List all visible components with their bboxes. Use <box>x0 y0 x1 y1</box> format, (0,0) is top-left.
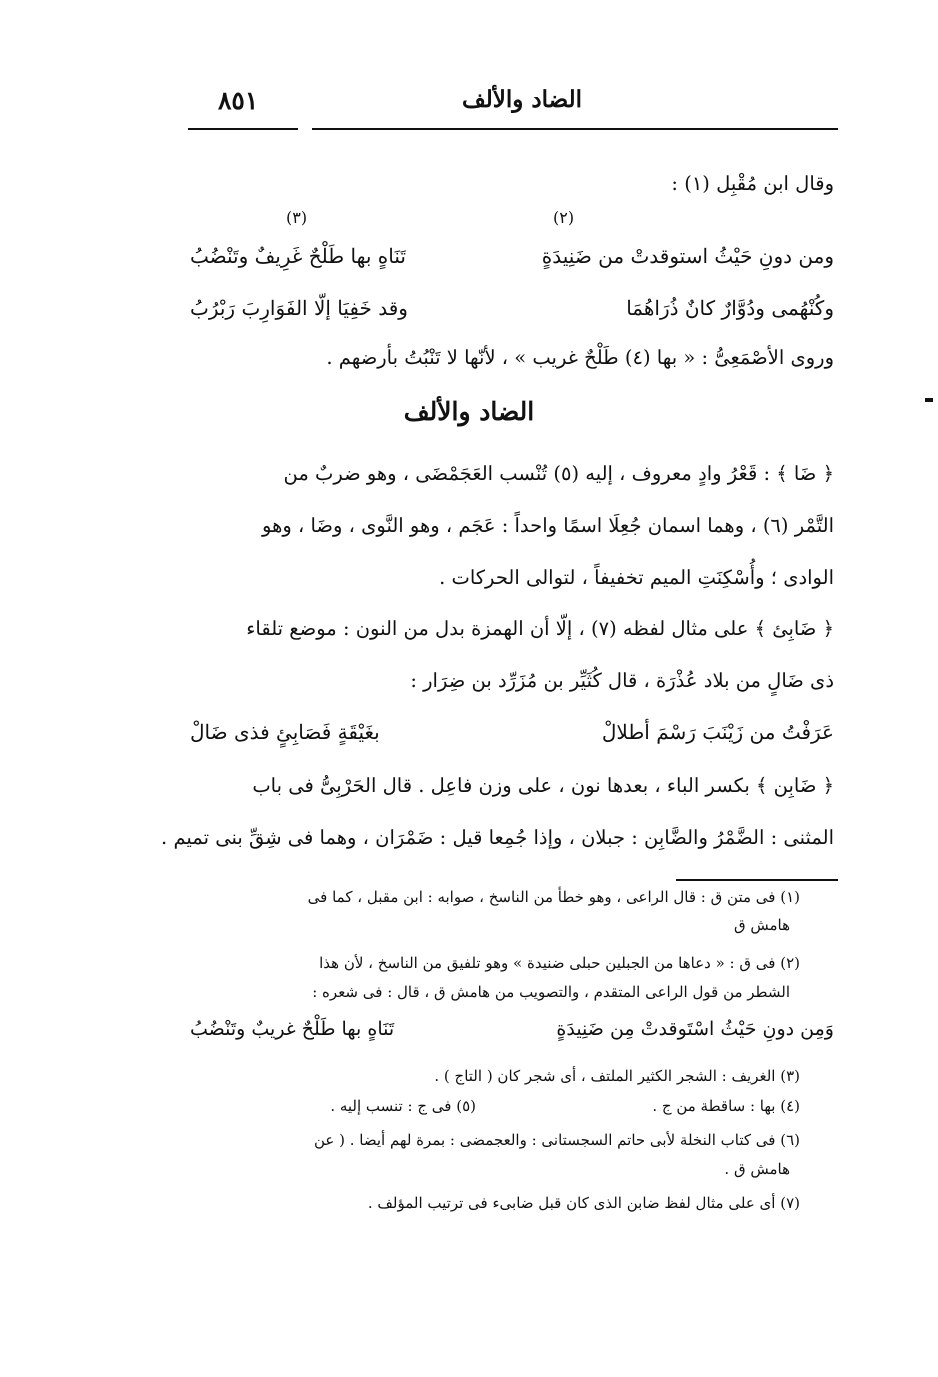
paragraph-line: التَّمْر (٦) ، وهما اسمان جُعِلَا اسمًا واحداً : عَجَم ، وهو النَّوى ، وضَا ، وهو <box>262 514 834 537</box>
running-header-title: الضاد والألف <box>461 86 582 113</box>
verse-3-second-hemistich: بغَيْقَةٍ فَصَابِئٍ فذى ضَالْ <box>190 720 380 744</box>
footnote-separator <box>676 879 838 881</box>
paragraph-line: المثنى : الضَّمْرُ والضَّابِن : جبلان ، وإذا جُمِعا قيل : ضَمْرَان ، وهما فى شِقِّ بنى تميم . <box>161 826 834 849</box>
footnote-6-continued: هامش ق . <box>724 1160 790 1178</box>
verse-note-marker: (٣) <box>286 208 308 227</box>
paragraph-line: ﴿ ضَا ﴾ : قَعْرُ وادٍ معروف ، إليه (٥) تُنْسب العَجَمْضَى ، وهو ضربٌ من <box>283 462 834 485</box>
paragraph-line: ﴿ ضَابِئ ﴾ على مثال لفظه (٧) ، إلّا أن الهمزة بدل من النون : موضع تلقاء <box>246 617 834 640</box>
intro-line: وقال ابن مُقْبِل (١) : <box>671 172 834 195</box>
footnote-verse-second-hemistich: تَنَاهٍ بها طَلْحٌ غريبٌ وتَنْضُبُ <box>190 1018 395 1040</box>
header-rule-right <box>312 128 838 130</box>
section-heading: الضاد والألف <box>403 397 535 426</box>
footnote-6: (٦) فى كتاب النخلة لأبى حاتم السجستانى : والعجمضى : بمرة لهم أيضا . ( عن <box>313 1131 800 1149</box>
verse-1-second-hemistich: تَنَاهٍ بها طَلْحٌ غَرِيفٌ وتَنْضُبُ <box>190 244 406 268</box>
paragraph-line: ذى ضَالٍ من بلاد عُذْرَة ، قال كُثَيِّر بن مُزَرِّد بن ضِرَار : <box>410 669 834 692</box>
footnote-4: (٤) بها : ساقطة من ج . <box>652 1097 800 1115</box>
verse-2-second-hemistich: وقد خَفِيَا إلّا الفَوَارِبَ رَبْرُبُ <box>190 296 408 320</box>
footnote-1-continued: هامش ق <box>733 916 790 934</box>
verse-1-first-hemistich: ومن دونِ حَيْثُ استوقدتْ من ضَنِيدَةٍ <box>541 244 834 268</box>
paragraph-line: الوادى ؛ وأُسْكِنَتِ الميم تخفيفاً ، لتوالى الحركات . <box>439 566 834 589</box>
page-number: ٨٥١ <box>218 86 259 115</box>
footnote-7: (٧) أى على مثال لفظ ضابن الذى كان قبل ضابىء فى ترتيب المؤلف . <box>367 1194 800 1212</box>
footnote-2: (٢) فى ق : « دعاها من الجبلين حبلى ضنيدة » وهو تلفيق من الناسخ ، لأن هذا <box>319 954 800 972</box>
verse-3-first-hemistich: عَرَفْتُ من زَيْنَبَ رَسْمَ أطلالْ <box>601 720 834 744</box>
footnote-verse-first-hemistich: وَمِن دونِ حَيْثُ اسْتَوقدتْ مِن ضَنِيدَةٍ <box>556 1018 834 1040</box>
footnote-1: (١) فى متن ق : قال الراعى ، وهو خطأ من الناسخ ، صوابه : ابن مقبل ، كما فى <box>307 888 800 906</box>
verse-2-first-hemistich: وكُنْهُمى ودُوَّارٌ كانٌ ذُرَاهُمَا <box>626 296 834 320</box>
footnote-5: (٥) فى ج : تنسب إليه . <box>330 1097 476 1115</box>
paragraph-line: ﴿ ضَابِن ﴾ بكسر الباء ، بعدها نون ، على وزن فاعِل . قال الحَرْبِىُّ فى باب <box>252 774 834 797</box>
footnote-2-continued: الشطر من قول الراعى المتقدم ، والتصويب من هامش ق ، قال : فى شعره : <box>312 983 790 1001</box>
footnote-3: (٣) الغريف : الشجر الكثير الملتف ، أى شجر كان ( التاج ) . <box>434 1067 800 1085</box>
header-rule-left <box>188 128 298 130</box>
verse-note-marker: (٢) <box>553 208 575 227</box>
text-line: وروى الأصْمَعِىُّ : « بها (٤) طَلْحٌ غريب » ، لأنّها لا تَنْبُتُ بأرضهم . <box>326 346 834 369</box>
